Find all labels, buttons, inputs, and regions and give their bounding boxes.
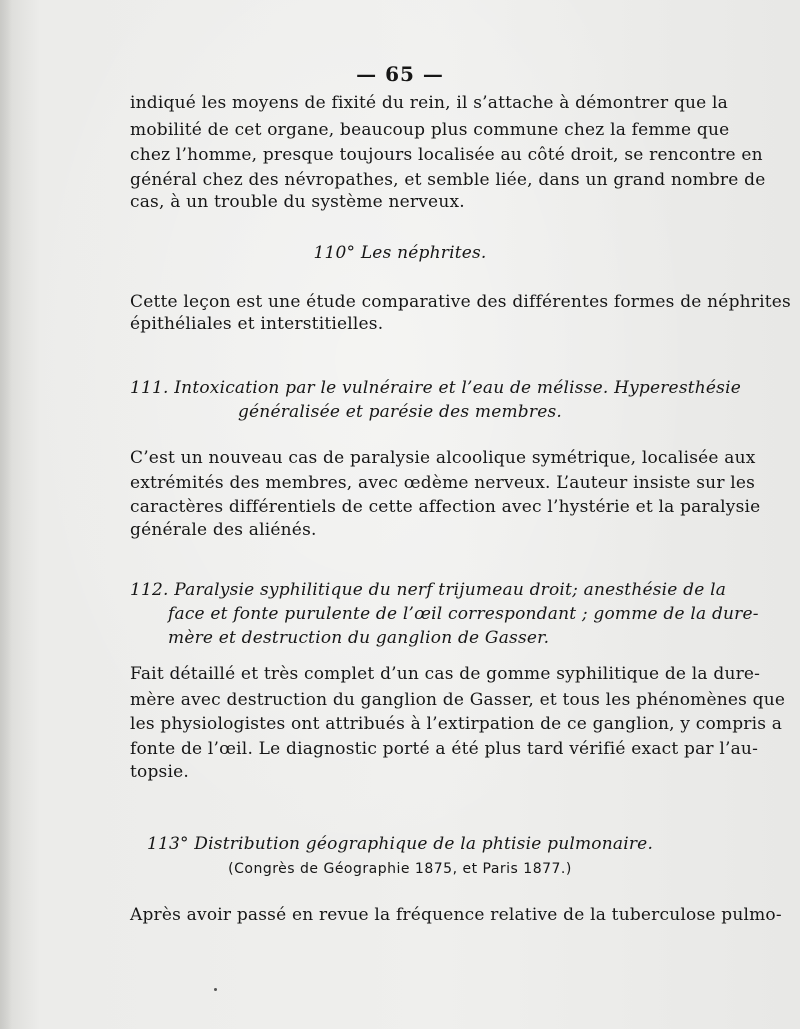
section-112-line-3: les physiologistes ont attribués à l’extirpation de ce ganglion, y compris a — [130, 714, 783, 734]
section-112-line-1: Fait détaillé et très complet d’un cas de gomme syphilitique de la dure- — [130, 664, 761, 684]
page-number: — 65 — — [356, 62, 444, 86]
print-speck — [214, 988, 217, 991]
section-112-line-5: topsie. — [130, 762, 189, 782]
section-112-title-line-3: mère et destruction du ganglion de Gasser. — [168, 628, 550, 648]
section-110-line-2: épithéliales et interstitielles. — [130, 314, 384, 334]
section-111-line-1: C’est un nouveau cas de paralysie alcoolique symétrique, localisée aux — [130, 448, 756, 468]
section-110-line-1: Cette leçon est une étude comparative des différentes formes de néphrites — [130, 292, 791, 312]
intro-line-2: mobilité de cet organe, beaucoup plus commune chez la femme que — [130, 120, 730, 140]
section-111-line-2: extrémités des membres, avec œdème nerveux. L’auteur insiste sur les — [130, 473, 756, 493]
section-112-title-line-2: face et fonte purulente de l’œil correspondant ; gomme de la dure- — [168, 604, 759, 624]
section-112-line-2: mère avec destruction du ganglion de Gasser, et tous les phénomènes que — [130, 690, 786, 710]
section-110-title: 110° Les néphrites. — [313, 243, 487, 263]
section-111-title-line-2: généralisée et parésie des membres. — [237, 402, 563, 422]
section-113-line-1: Après avoir passé en revue la fréquence relative de la tuberculose pulmo- — [130, 905, 782, 925]
intro-line-5: cas, à un trouble du système nerveux. — [130, 192, 465, 212]
section-111-line-3: caractères différentiels de cette affection avec l’hystérie et la paralysie — [130, 497, 761, 517]
section-112-line-4: fonte de l’œil. Le diagnostic porté a été plus tard vérifié exact par l’au- — [130, 739, 759, 759]
section-111-line-4: générale des aliénés. — [130, 520, 317, 540]
intro-line-1: indiqué les moyens de fixité du rein, il s’attache à démontrer que la — [130, 93, 729, 113]
intro-line-3: chez l’homme, presque toujours localisée au côté droit, se rencontre en — [130, 145, 763, 165]
section-113-note: (Congrès de Géographie 1875, et Paris 1877.) — [228, 861, 572, 877]
section-113-title: 113° Distribution géographique de la phtisie pulmonaire. — [146, 834, 654, 854]
section-111-title-line-1: 111. Intoxication par le vulnéraire et l’eau de mélisse. Hyperesthésie — [130, 378, 742, 398]
intro-line-4: général chez des névropathes, et semble liée, dans un grand nombre de — [130, 170, 766, 190]
section-112-title-line-1: 112. Paralysie syphilitique du nerf trijumeau droit; anesthésie de la — [130, 580, 727, 600]
